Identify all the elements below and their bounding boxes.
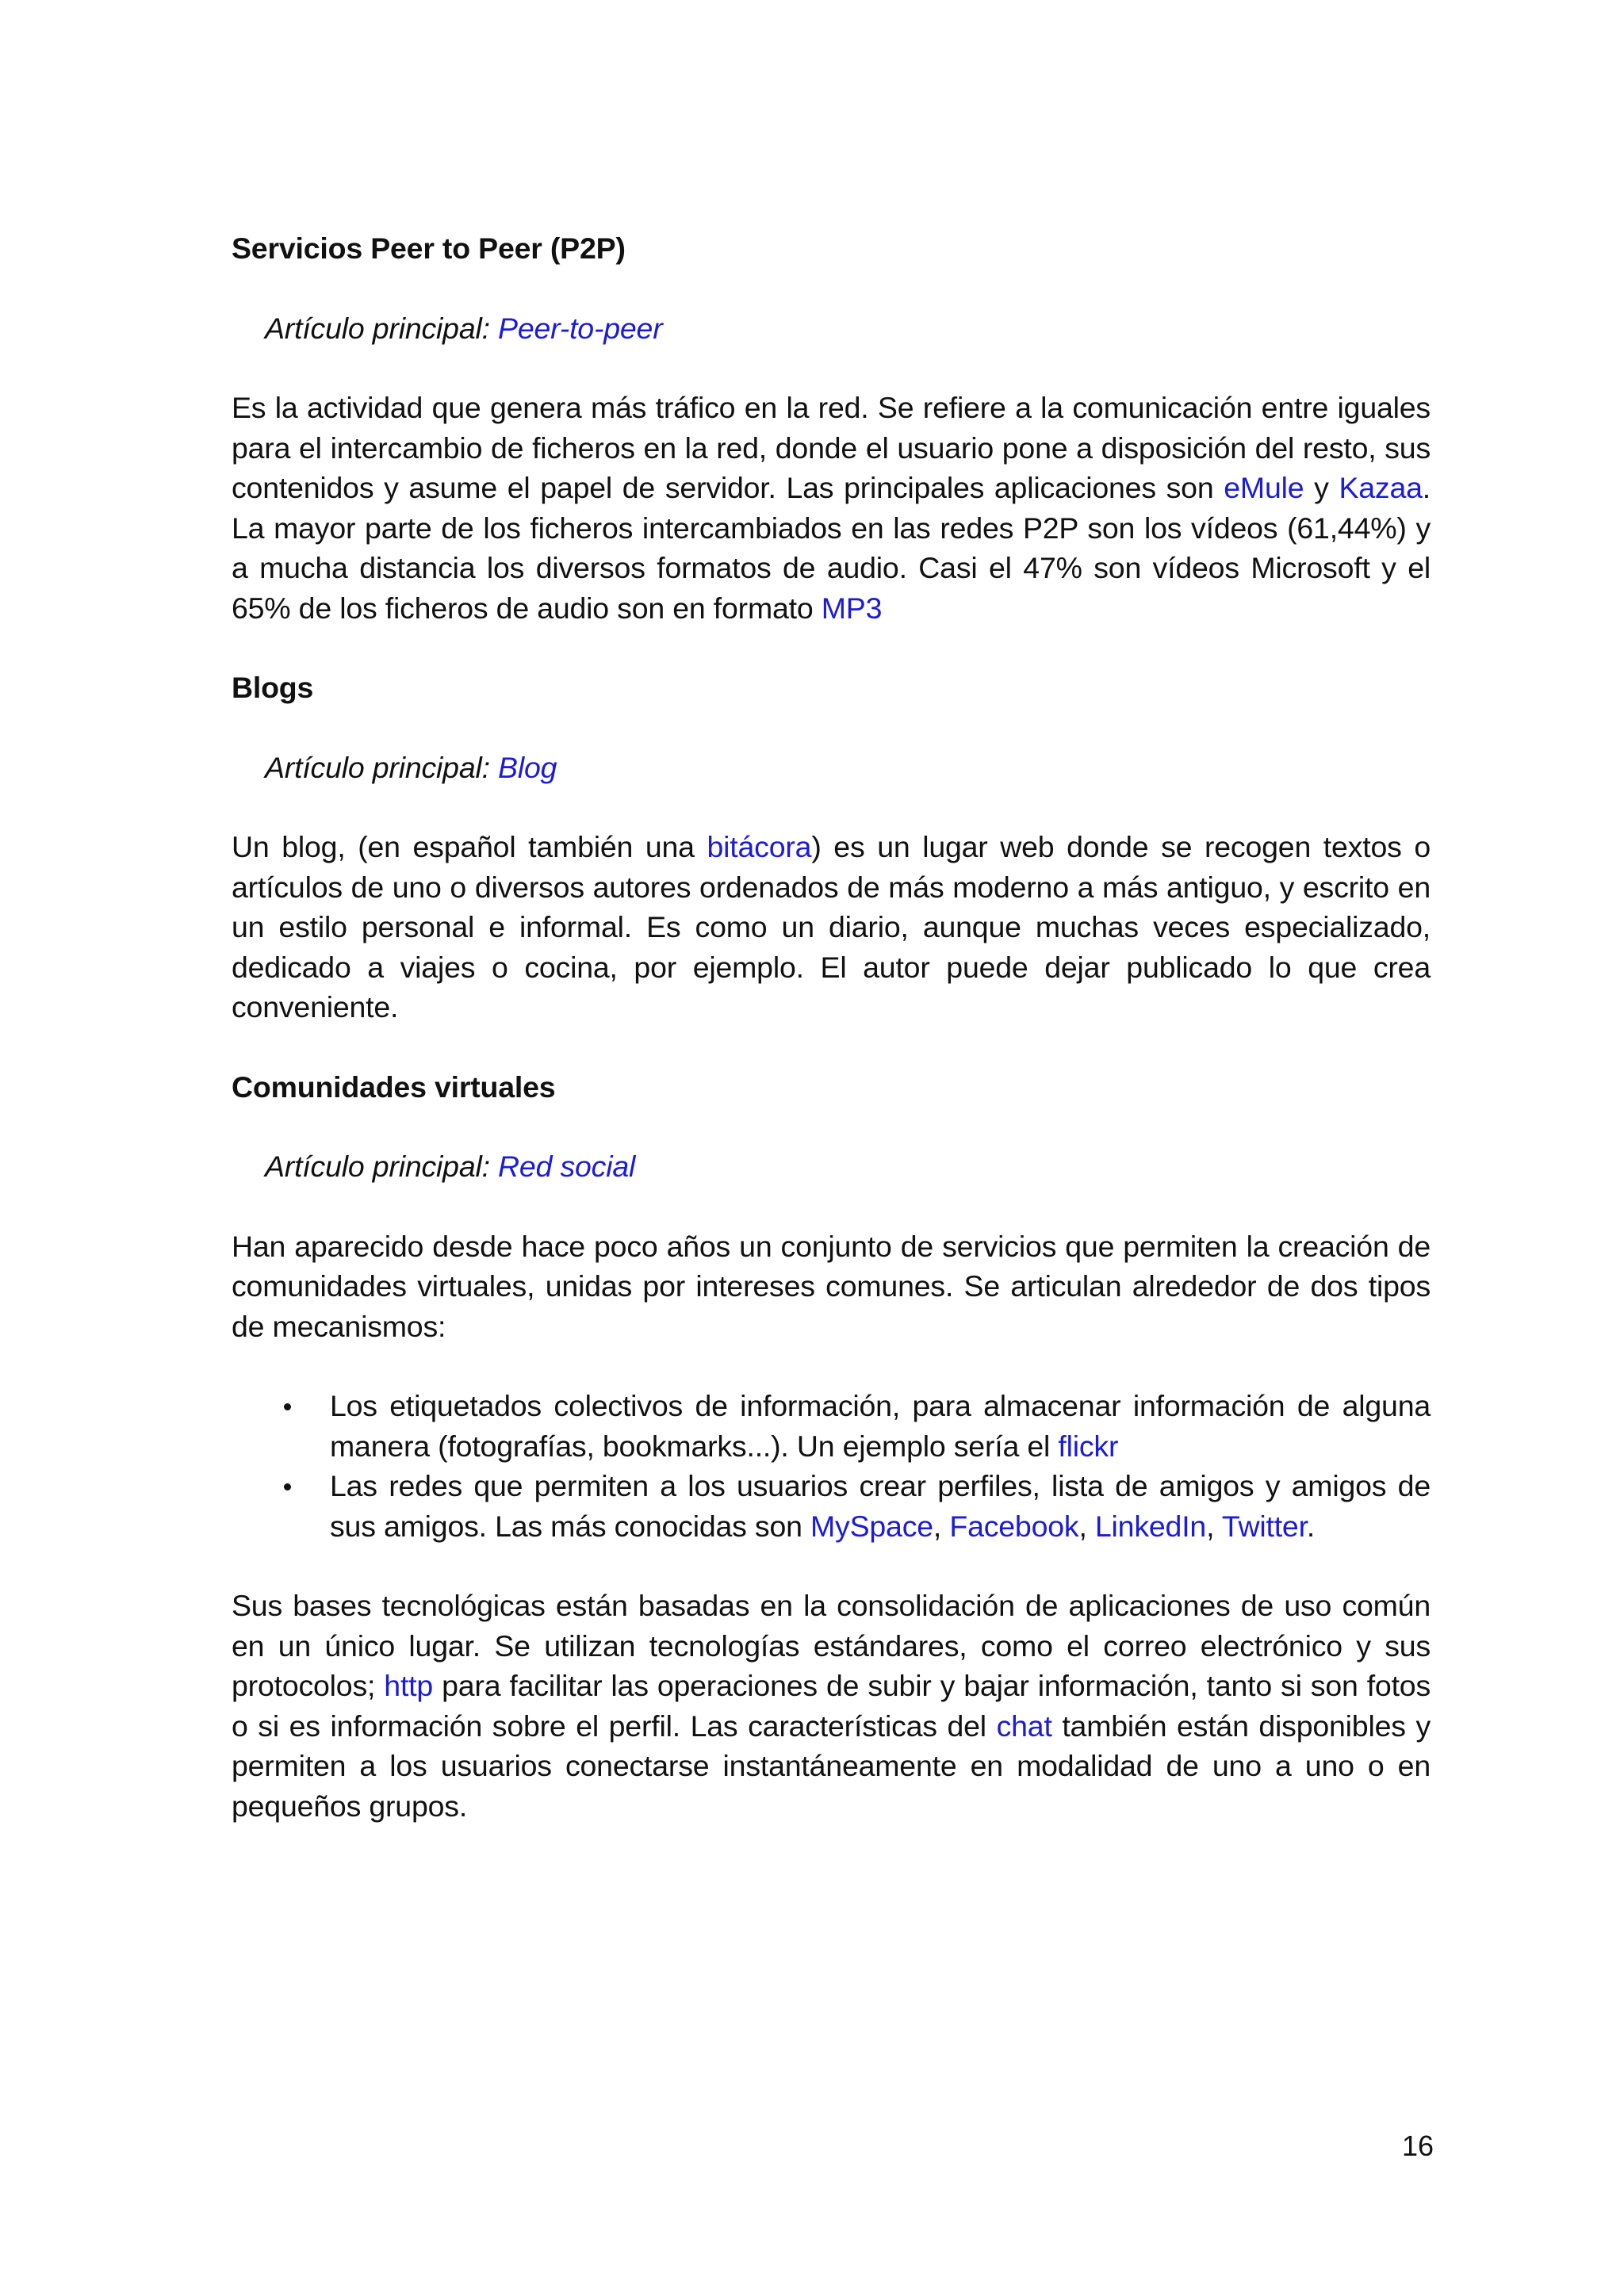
main-article-note: [265, 748, 1431, 788]
link-peer-to-peer[interactable]: Peer-to-peer: [498, 311, 663, 345]
document-body: [232, 228, 1431, 1826]
link-blog[interactable]: Blog: [498, 750, 557, 784]
text-run: ,: [1078, 1509, 1095, 1543]
paragraph-blogs: [232, 827, 1431, 1027]
text-run: Es la actividad que genera más tráfico en la red. Se refiere a la comunicación entre iguales para el intercambio de ficheros en la red, donde el usuario pone a disposición del resto, sus contenidos y asume el papel de servidor. Las principales aplicaciones son: [232, 391, 1431, 504]
section-heading-p2p: Servicios Peer to Peer (P2P): [232, 232, 626, 265]
main-article-label: Artículo principal:: [265, 1150, 499, 1183]
text-run: también están disponibles y permiten a los usuarios conectarse instantáneamente en modalidad de uno a uno o en pequeños grupos.: [232, 1709, 1431, 1823]
main-article-label: Artículo principal:: [265, 750, 499, 784]
main-article-note: [265, 308, 1431, 349]
bullet-list: [232, 1386, 1431, 1546]
paragraph-comunidades-intro: Han aparecido desde hace poco años un conjunto de servicios que permiten la creación de comunidades virtuales, unidas por intereses comunes. Se articulan alrededor de dos tipos de mecanismos:: [232, 1229, 1431, 1343]
text-run: Sus bases tecnológicas están basadas en la consolidación de aplicaciones de uso común en un único lugar. Se utilizan tecnologías estándares, como el correo electrónico y sus protocolos;: [232, 1589, 1431, 1702]
list-item: [330, 1466, 1431, 1546]
list-item: [330, 1386, 1431, 1466]
link-linkedin[interactable]: LinkedIn: [1094, 1509, 1207, 1543]
section-heading-blogs: Blogs: [232, 671, 314, 704]
link-mp3[interactable]: MP3: [821, 591, 883, 625]
link-facebook[interactable]: Facebook: [949, 1509, 1079, 1543]
text-run: ,: [1206, 1509, 1222, 1543]
paragraph-p2p: [232, 388, 1431, 628]
section-heading-comunidades: Comunidades virtuales: [232, 1070, 556, 1104]
text-run: ) es un lugar web donde se recogen textos o artículos de uno o diversos autores ordenados de más moderno a más antiguo, y escrito en un estilo personal e informal. Es como un diario, aunque muchas veces especializado, dedicado a viajes o cocina, por ejemplo. El autor puede dejar publicado lo que crea conveniente.: [232, 830, 1431, 1024]
text-run: y: [1304, 471, 1339, 504]
link-flickr[interactable]: flickr: [1058, 1429, 1119, 1463]
link-red-social[interactable]: Red social: [498, 1150, 636, 1183]
link-bitacora[interactable]: bitácora: [707, 830, 812, 863]
text-run: Un blog, (en español también una: [232, 830, 707, 863]
page-number: 16: [1402, 2130, 1434, 2162]
link-kazaa[interactable]: Kazaa: [1339, 471, 1423, 504]
text-run: Los etiquetados colectivos de información, para almacenar información de alguna manera (fotografías, bookmarks...). Un ejemplo sería el: [330, 1389, 1431, 1463]
link-emule[interactable]: eMule: [1224, 471, 1304, 504]
link-myspace[interactable]: MySpace: [810, 1509, 933, 1543]
main-article-note: [265, 1146, 1431, 1187]
link-chat[interactable]: chat: [996, 1709, 1052, 1743]
text-run: .: [1306, 1509, 1316, 1543]
main-article-label: Artículo principal:: [265, 311, 499, 345]
paragraph-comunidades-closing: [232, 1586, 1431, 1826]
text-run: . La mayor parte de los ficheros intercambiados en las redes P2P son los vídeos (61,44%) y a mucha distancia los diversos formatos de audio. Casi el 47% son vídeos Microsoft y el 65% de los ficheros de audio son en formato: [232, 471, 1431, 625]
text-run: para facilitar las operaciones de subir y bajar información, tanto si son fotos o si es información sobre el perfil. Las características del: [232, 1669, 1431, 1743]
text-run: ,: [933, 1509, 950, 1543]
link-twitter[interactable]: Twitter: [1221, 1509, 1307, 1543]
text-run: Las redes que permiten a los usuarios crear perfiles, lista de amigos y amigos de sus amigos. Las más conocidas son: [330, 1469, 1431, 1543]
link-http[interactable]: http: [384, 1669, 434, 1702]
